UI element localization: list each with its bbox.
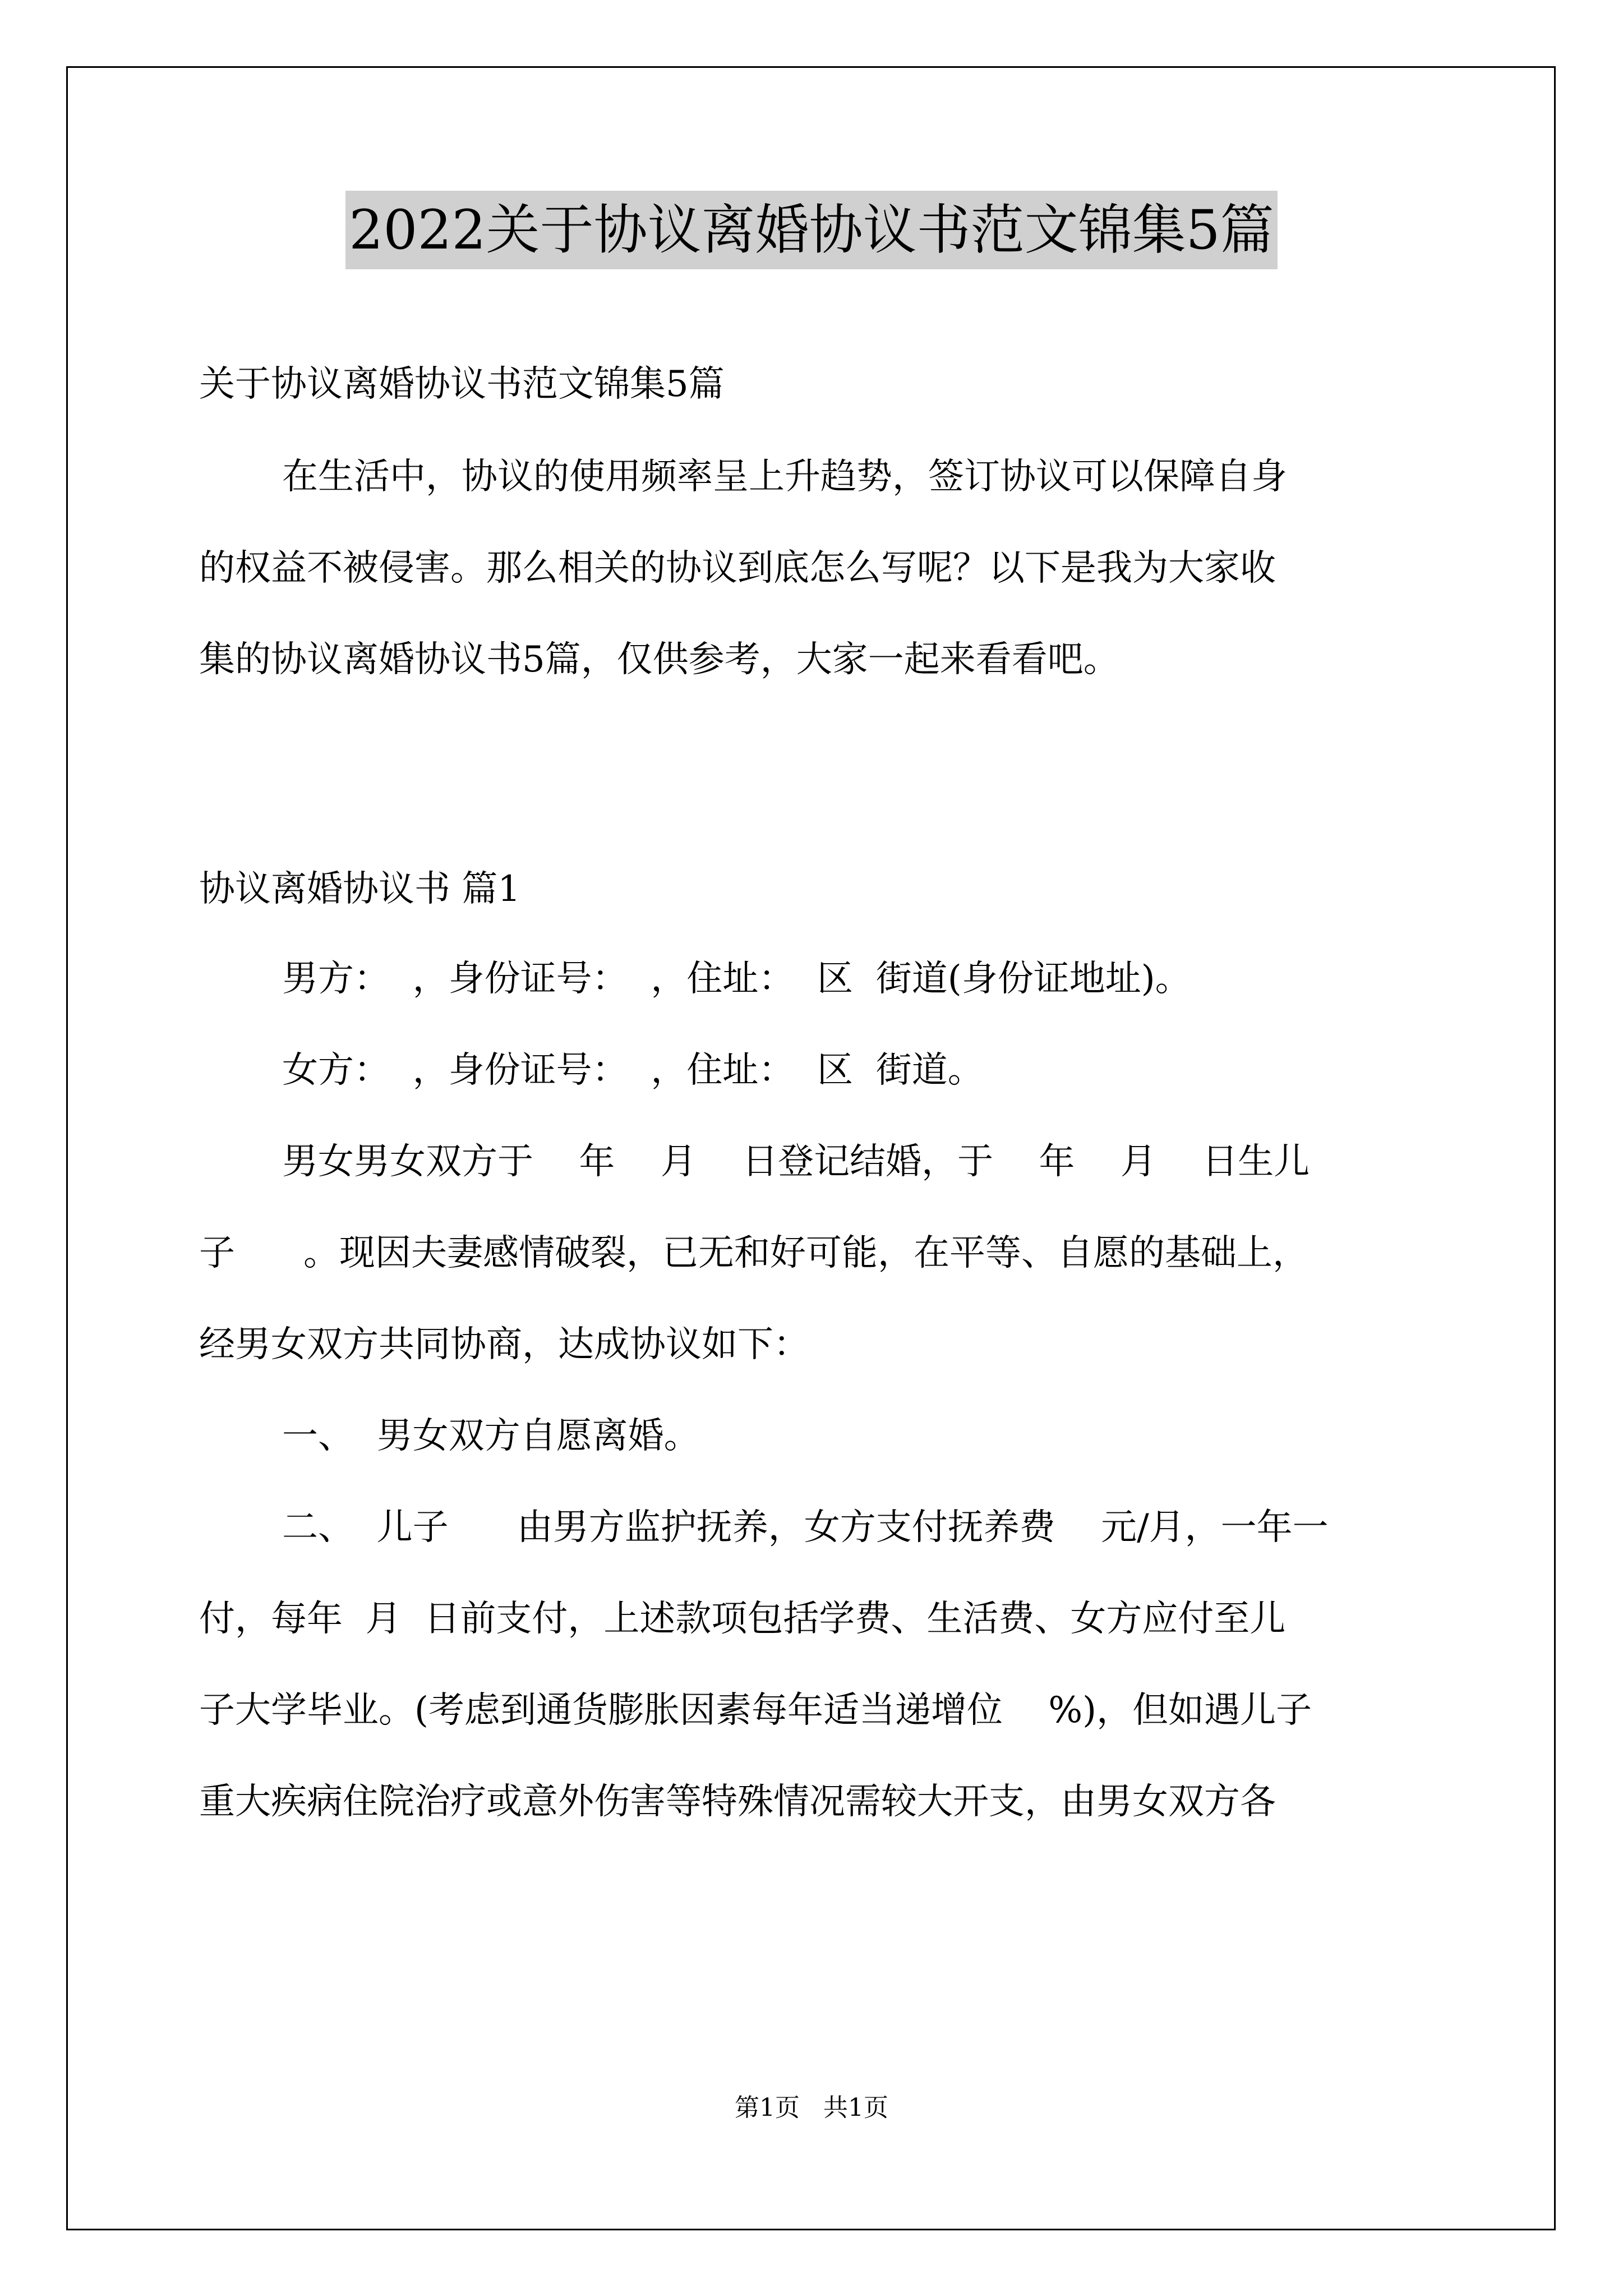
intro-line-3: 集的协议离婚协议书5篇，仅供参考，大家一起来看看吧。: [199, 639, 1119, 680]
section-heading: 协议离婚协议书 篇1: [199, 868, 521, 910]
body-line-1: 男女男女双方于 年 月 日登记结婚，于 年 月 日生儿: [282, 1141, 1310, 1182]
body-line-3: 经男女双方共同协商，达成协议如下：: [199, 1324, 809, 1365]
intro-line-1: 在生活中，协议的使用频率呈上升趋势，签订协议可以保障自身: [282, 456, 1287, 498]
party-line-male: 男方： ，身份证号： ，住址： 区 街道(身份证地址)。: [282, 958, 1191, 1000]
clause-1: 一、 男女双方自愿离婚。: [282, 1415, 700, 1457]
title-wrap: [0, 191, 1623, 269]
body-line-2: 子 。现因夫妻感情破裂，已无和好可能，在平等、自愿的基础上，: [199, 1232, 1309, 1274]
party-line-female: 女方： ，身份证号： ，住址： 区 街道。: [282, 1050, 984, 1091]
clause-2-line-4: 重大疾病住院治疗或意外伤害等特殊情况需较大开支，由男女双方各: [199, 1781, 1276, 1823]
intro-line-2: 的权益不被侵害。那么相关的协议到底怎么写呢？以下是我为大家收: [199, 547, 1276, 589]
page-footer: 第1页 共1页: [735, 2093, 888, 2122]
document-title: 2022关于协议离婚协议书范文锦集5篇: [345, 191, 1277, 269]
clause-2-line-3: 子大学毕业。(考虑到通货膨胀因素每年适当递增位 %)，但如遇儿子: [199, 1690, 1312, 1731]
subtitle: 关于协议离婚协议书范文锦集5篇: [199, 364, 725, 405]
clause-2-line-1: 二、 儿子 由男方监护抚养，女方支付抚养费 元/月，一年一: [282, 1507, 1329, 1548]
clause-2-line-2: 付，每年 月 日前支付，上述款项包括学费、生活费、女方应付至儿: [199, 1598, 1286, 1640]
